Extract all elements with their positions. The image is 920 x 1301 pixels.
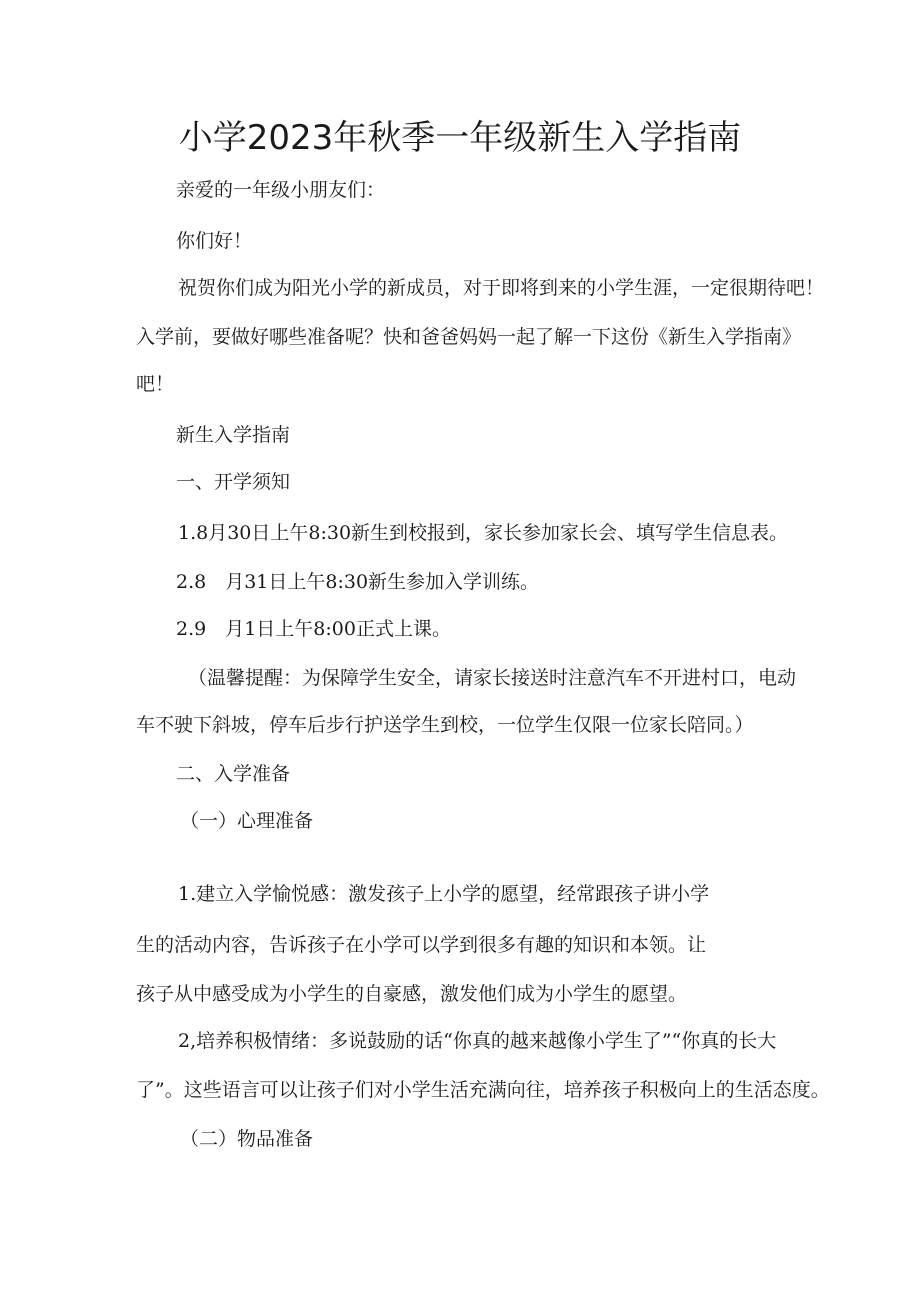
schedule-item-1: 1.8月30日上午8:30新生到校报到，家长参加家长会、填写学生信息表。 [178, 522, 789, 544]
schedule-item-2: 2.8 月31日上午8:30新生参加入学训练。 [176, 571, 540, 593]
hello-line: 你们好！ [176, 230, 253, 252]
prep-item-1-line-1: 1.建立入学愉悦感：激发孩子上小学的愿望，经常跟孩子讲小学 [178, 883, 710, 905]
greeting: 亲爱的一年级小朋友们： [176, 179, 386, 201]
subsection-2-heading: （二）物品准备 [180, 1128, 314, 1150]
document-title: 小学2023年秋季一年级新生入学指南 [178, 118, 742, 158]
prep-item-2-line-2: 了”。这些语言可以让孩子们对小学生活充满向往，培养孩子积极向上的生活态度。 [136, 1079, 830, 1101]
prep-item-2-line-1: 2,培养积极情绪：多说鼓励的话“你真的越来越像小学生了”“你真的长大 [178, 1030, 777, 1052]
guide-heading: 新生入学指南 [176, 424, 291, 446]
section-2-heading: 二、入学准备 [176, 763, 291, 785]
schedule-item-3: 2.9 月1日上午8:00正式上课。 [176, 618, 451, 640]
intro-line-1: 祝贺你们成为阳光小学的新成员，对于即将到来的小学生涯，一定很期待吧！ [178, 277, 825, 299]
reminder-line-1: （温馨提醒：为保障学生安全，请家长接送时注意汽车不开进村口，电动 [188, 667, 797, 689]
reminder-line-2: 车不驶下斜坡，停车后步行护送学生到校，一位学生仅限一位家长陪同。） [136, 714, 754, 736]
prep-item-1-line-3: 孩子从中感受成为小学生的自豪感，激发他们成为小学生的愿望。 [136, 983, 688, 1005]
intro-line-3: 吧！ [136, 373, 175, 395]
subsection-1-heading: （一）心理准备 [180, 810, 314, 832]
section-1-heading: 一、开学须知 [176, 471, 291, 493]
intro-line-2: 入学前，要做好哪些准备呢？快和爸爸妈妈一起了解一下这份《新生入学指南》 [136, 326, 802, 348]
prep-item-1-line-2: 生的活动内容，告诉孩子在小学可以学到很多有趣的知识和本领。让 [136, 934, 707, 956]
